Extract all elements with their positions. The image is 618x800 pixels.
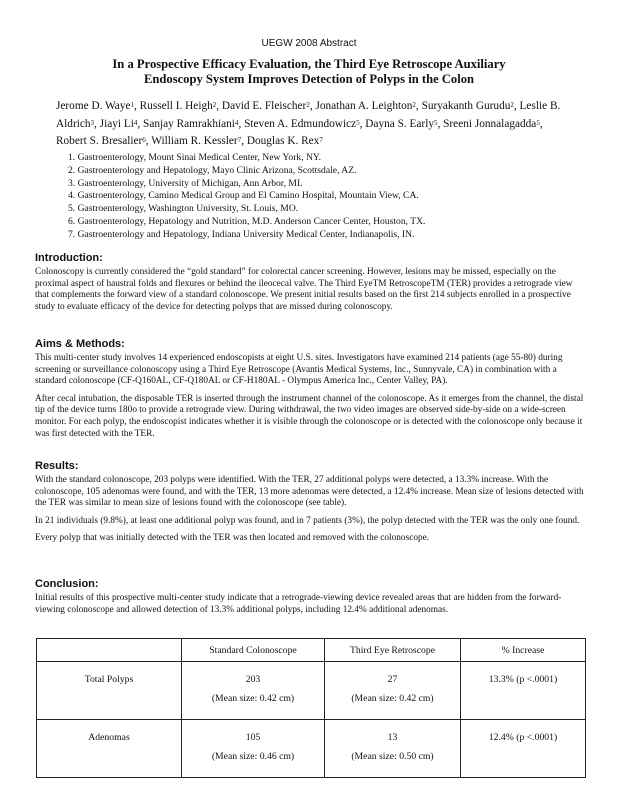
conclusion-section xyxy=(35,578,585,616)
author-affiliation-number: 2 xyxy=(412,101,416,109)
table-header-cell: % Increase xyxy=(461,639,586,662)
author-affiliation-number: 7 xyxy=(319,136,323,144)
table-header-cell: Third Eye Retroscope xyxy=(325,639,461,662)
results-heading: Results: xyxy=(35,460,79,472)
percent-increase: 13.3% (p <.0001) xyxy=(461,662,586,720)
author: Sanjay Ramrakhiani xyxy=(143,117,235,130)
methods-paragraph-2: After cecal intubation, the disposable TER is inserted through the instrument channel of the colonoscope. As it emerges from the channel, the distal tip of the device turns 180o to provide a retrograde view. During withdrawal, the two video images are observed side-by-side on a wide-screen monitor. For each polyp, the endoscopist indicates whether it is visible through the colonoscope or is detected with the colonoscope only because it was first detected with the TER. xyxy=(35,393,584,439)
row-label: Adenomas xyxy=(37,720,182,778)
percent-increase: 12.4% (p <.0001) xyxy=(461,720,586,778)
mean-size: (Mean size: 0.42 cm) xyxy=(211,693,295,704)
author-affiliation-number: 2 xyxy=(212,101,217,109)
title-line-2: Endoscopy System Improves Detection of Polyps in the Colon xyxy=(143,72,474,86)
author: Russell I. Heigh xyxy=(139,100,213,112)
mean-size: (Mean size: 0.50 cm) xyxy=(351,751,434,762)
count-value: 27 xyxy=(387,674,398,685)
methods-paragraph-1: This multi-center study involves 14 experienced endoscopists at eight U.S. sites. Investigators have examined 214 patients (age 55-80) during screening or surveillance colonoscopy using a Third Eye Retroscope (Avantis Medical Systems, Inc., Sunnyvale, CA) in combination with a standard colonoscope (CF-Q160AL, CF-Q180AL or CF-H180AL - Olympus America Inc., Center Valley, PA). xyxy=(35,353,563,387)
results-table xyxy=(36,638,586,778)
introduction-text: Colonoscopy is currently considered the “gold standard” for colorectal cancer screening. However, lesions may be missed, especially on the proximal aspect of haustral folds and flexures or behind the ileocecal valve. The Third EyeTM RetroscopeTM (TER) provides a retrograde view that complements the forward view of a standard colonoscope. We present initial results based on the first 214 subjects enrolled in a prospective study to evaluate efficacy of the device for detecting polyps that are missed during colonoscopy. xyxy=(35,267,573,312)
results-paragraph-1: With the standard colonoscope, 203 polyps were identified. With the TER, 27 additional polyps were detected, a 13.3% increase. With the colonoscope, 105 adenomas were found, and with the TER, 13 more adenomas were detected, a 12.4% increase. Mean size of lesions detected with the TER was similar to mean size of lesions found with the colonoscope (see table). xyxy=(35,475,584,509)
affiliation-item: 5. Gastroenterology, Washington University, St. Louis, MO. xyxy=(68,203,299,215)
author-affiliation-number: 4 xyxy=(234,118,239,127)
page-header: UEGW 2008 Abstract xyxy=(261,38,357,49)
methods-heading: Aims & Methods: xyxy=(35,338,125,350)
table-row xyxy=(37,662,586,720)
author: Jonathan A. Leighton xyxy=(315,100,413,112)
author-affiliation-number: 2 xyxy=(510,101,514,109)
affiliation-item: 1. Gastroenterology, Mount Sinai Medical Center, New York, NY. xyxy=(68,152,322,163)
results-paragraph-3: Every polyp that was initially detected with the TER was then located and removed with the colonoscope. xyxy=(35,533,430,544)
count-value: 203 xyxy=(245,674,261,685)
table-cell xyxy=(182,720,325,778)
results-section xyxy=(35,460,585,545)
count-value: 13 xyxy=(387,732,398,743)
author: William R. Kessler xyxy=(151,135,238,147)
author: Dayna S. Early xyxy=(365,117,434,130)
table-cell xyxy=(325,662,461,720)
methods-section xyxy=(35,338,585,440)
author: David E. Fleischer xyxy=(221,100,307,112)
count-value: 105 xyxy=(245,732,261,743)
author: Douglas K. Rex xyxy=(246,135,320,147)
affiliation-item: 4. Gastroenterology, Camino Medical Group and El Camino Hospital, Mountain View, CA. xyxy=(68,190,419,202)
author-affiliation-number: 2 xyxy=(306,101,310,109)
conclusion-heading: Conclusion: xyxy=(35,578,99,590)
author: Suryakanth Gurudu xyxy=(421,100,511,112)
author-affiliation-number: 5 xyxy=(356,118,360,127)
author-affiliation-number: 3 xyxy=(90,118,95,127)
mean-size: (Mean size: 0.46 cm) xyxy=(211,751,295,762)
affiliation-item: 7. Gastroenterology and Hepatology, Indiana University Medical Center, Indianapolis, IN. xyxy=(68,228,415,240)
affiliation-item: 3. Gastroenterology, University of Michigan, Ann Arbor, MI. xyxy=(68,177,303,189)
author-affiliation-number: 5 xyxy=(433,118,438,127)
author: Sreeni Jonnalagadda xyxy=(443,117,537,130)
introduction-section xyxy=(35,252,585,313)
title-line-1: In a Prospective Efficacy Evaluation, the Third Eye Retroscope Auxiliary xyxy=(112,57,506,71)
table-header-row xyxy=(37,639,586,662)
author: Jiayi Li xyxy=(99,117,134,130)
paper-title xyxy=(40,57,578,87)
introduction-heading: Introduction: xyxy=(35,252,103,264)
row-label: Total Polyps xyxy=(37,662,182,720)
author-affiliation-number: 7 xyxy=(237,136,242,144)
author-affiliation-number: 6 xyxy=(142,136,146,144)
affiliation-list xyxy=(68,152,588,242)
results-paragraph-2: In 21 individuals (9.8%), at least one additional polyp was found, and in 7 patients (3%), the polyp detected with the TER was the only one found. xyxy=(35,515,580,526)
affiliation-item: 2. Gastroenterology and Hepatology, Mayo Clinic Arizona, Scottsdale, AZ. xyxy=(68,164,357,176)
table-cell xyxy=(182,662,325,720)
table-row xyxy=(37,720,586,778)
author: Robert S. Bresalier xyxy=(56,135,143,147)
author-affiliation-number: 4 xyxy=(133,118,138,127)
author-affiliation-number: 5 xyxy=(536,118,540,127)
author-affiliation-number: 1 xyxy=(130,101,134,109)
table-cell xyxy=(325,720,461,778)
conclusion-text: Initial results of this prospective multi-center study indicate that a retrograde-viewing device revealed areas that are hidden from the forward-viewing colonoscope and allowed detection of 13.3% additional polyps, including 12.4% additional adenomas. xyxy=(35,593,562,615)
affiliation-item: 6. Gastroenterology, Hepatology and Nutrition, M.D. Anderson Cancer Center, Houston, TX. xyxy=(68,215,426,227)
author: Steven A. Edmundowicz xyxy=(244,117,357,130)
table-header-cell: Standard Colonoscope xyxy=(182,639,325,662)
table-header-cell xyxy=(37,639,182,662)
author: Jerome D. Waye xyxy=(56,100,131,112)
author-list: Jerome D. Waye$^1$, Russell I. Heigh$^2$, David E. Fleischer$^2$, Jonathan A. Leighton$^2$, Suryakanth Gurudu$^2$, Leslie B. Aldrich$^3$, Jiayi Li$^4$, Sanjay Ramrakhiani$^4$, Steven A. Edmundowicz$^5$, Dayna S. Early$^5$, Sreeni Jonnalagadda$^5$, Robert S. Bresalier$^6$, William R. Kessler$^7$, Douglas K. Rex$^7$ xyxy=(56,100,561,147)
author: Leslie B. Aldrich xyxy=(56,100,561,130)
mean-size: (Mean size: 0.42 cm) xyxy=(351,693,434,704)
